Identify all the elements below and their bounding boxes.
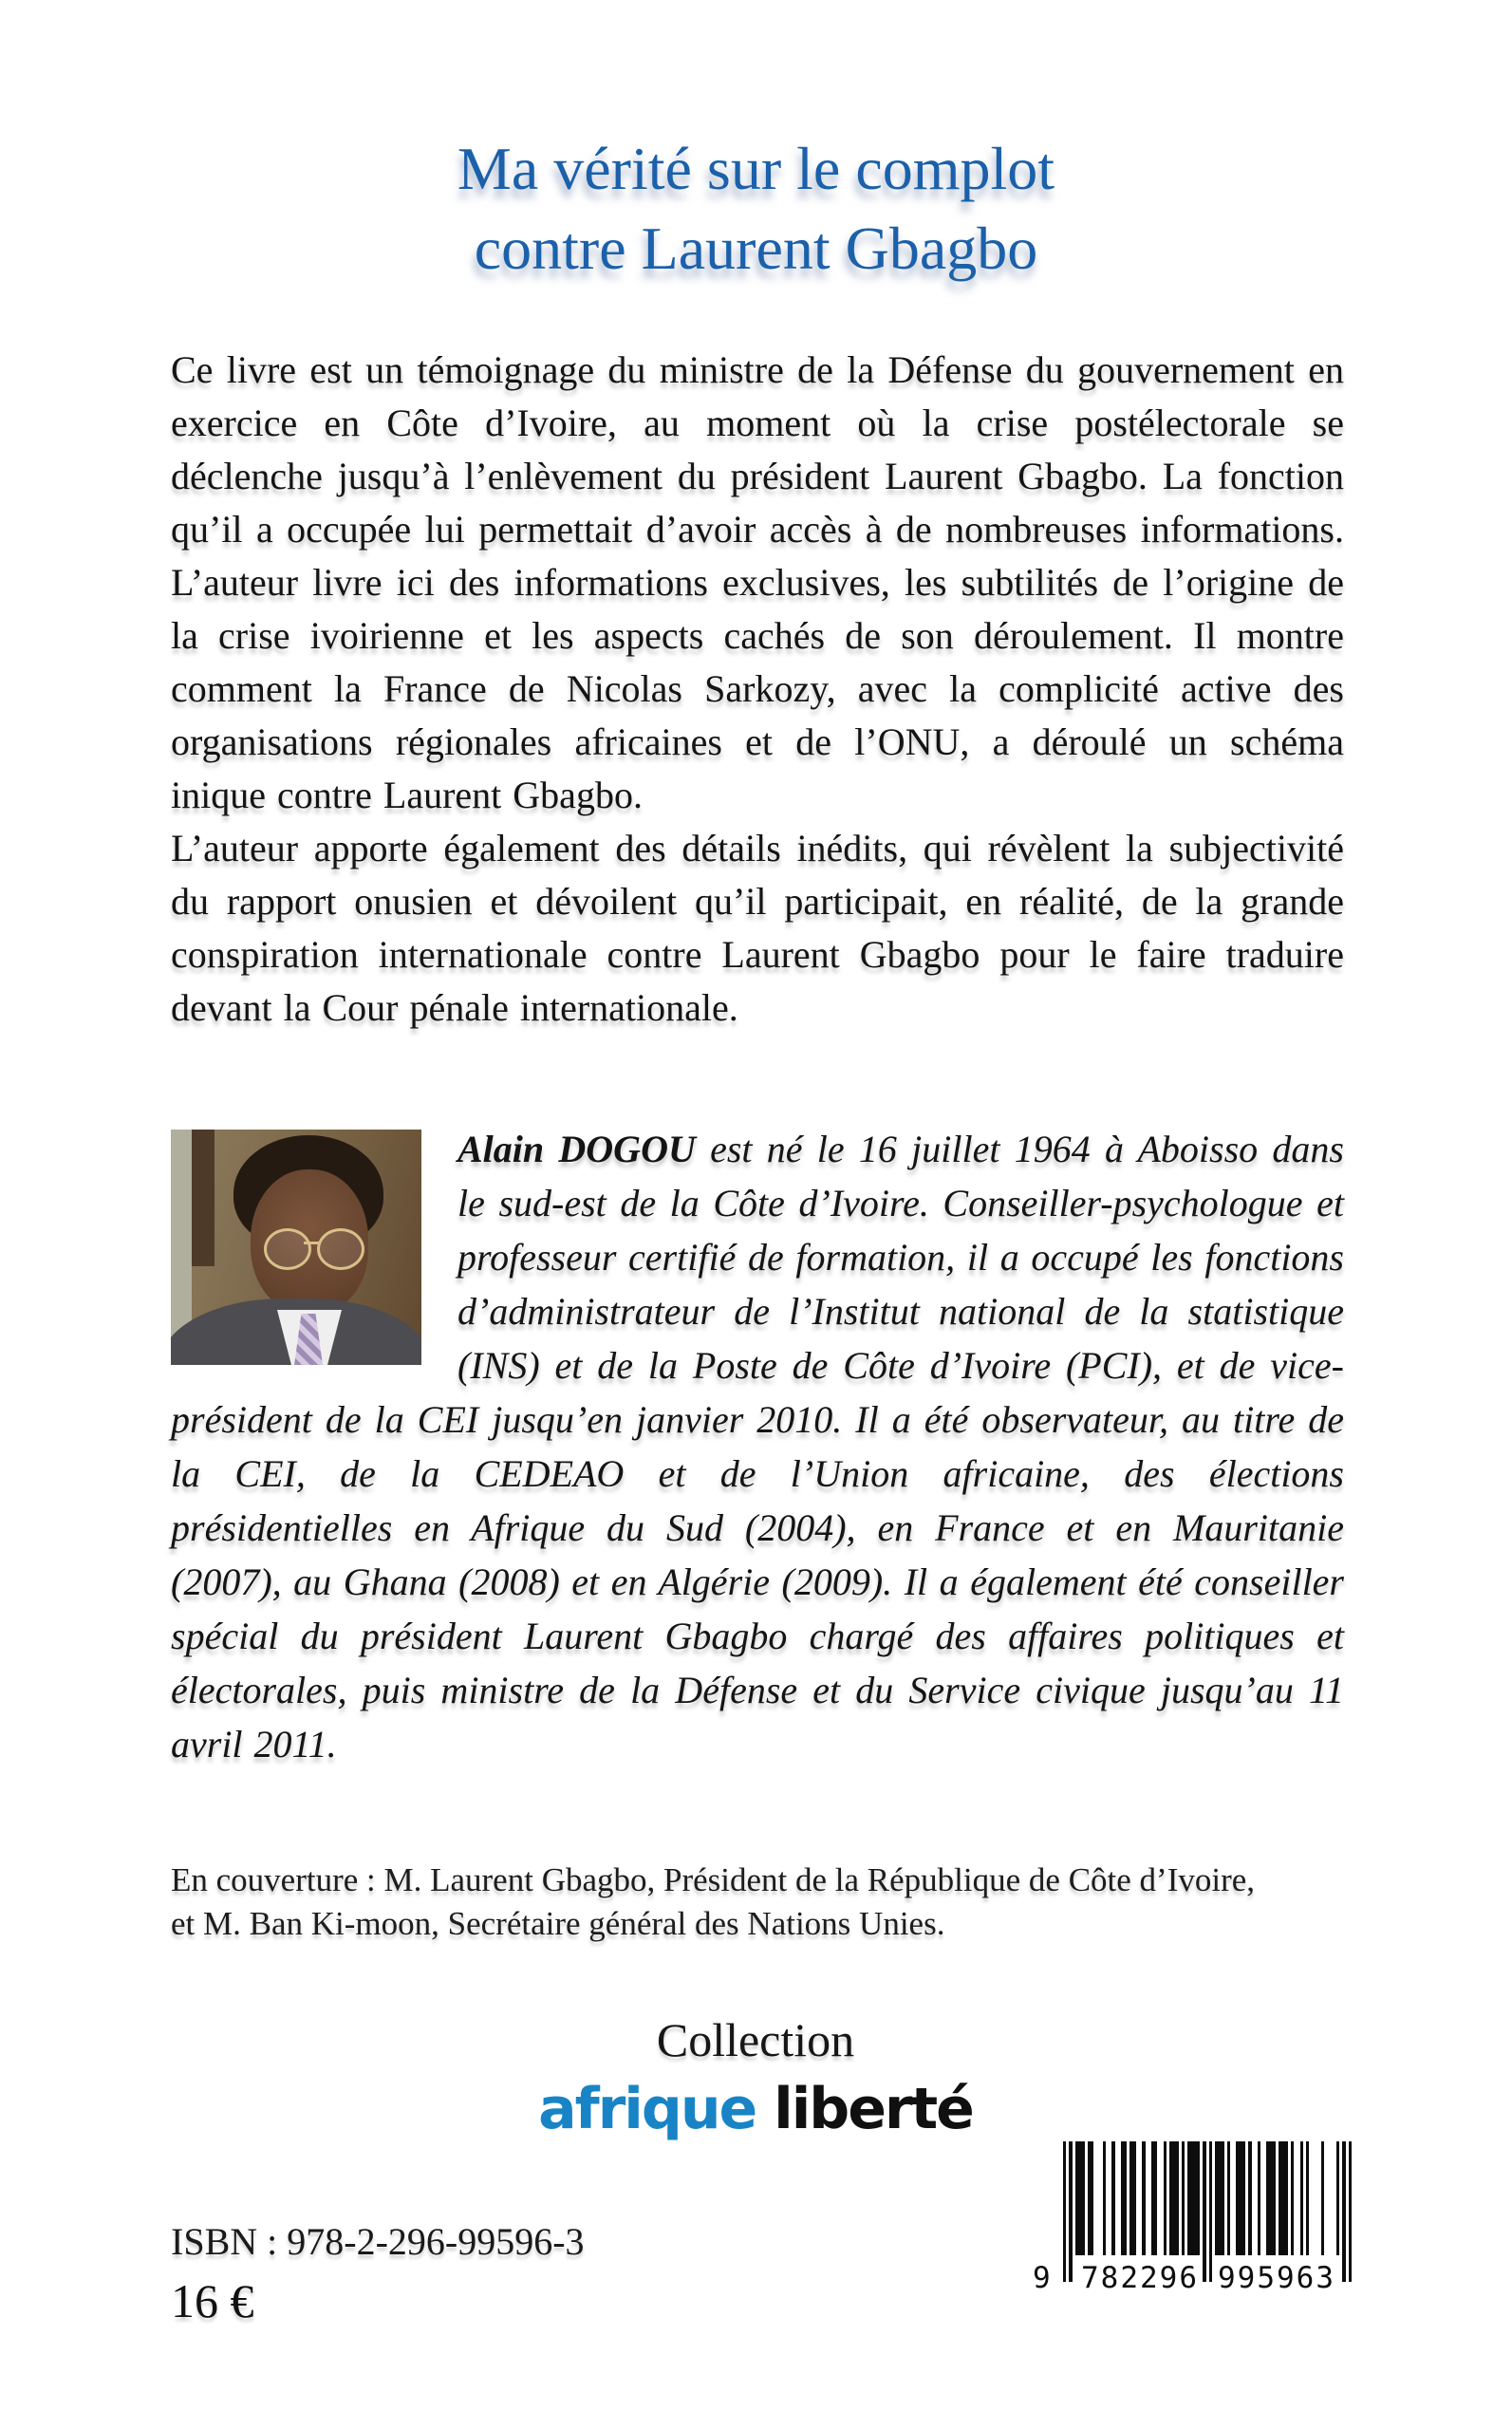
price: 16 €	[171, 2274, 254, 2327]
isbn-line: ISBN : 978-2-296-99596-3	[171, 2220, 585, 2263]
collection-name-afrique: afrique	[538, 2076, 756, 2142]
cover-photo-credit	[171, 1859, 1376, 1946]
cover-photo-credit-line1: En couverture : M. Laurent Gbagbo, Président de la République de Côte d’Ivoire,	[171, 1861, 1256, 1898]
synopsis-paragraph-1: Ce livre est un témoignage du ministre de la Défense du gouvernement en exercice en Côte d’Ivoire, au moment où la crise postélectorale se déclenche jusqu’à l’enlèvement du président Laurent Gbagbo. La fonction qu’il a occupée lui permettait d’avoir accès à de nombreuses informations. L’auteur livre ici des informations exclusives, les subtilités de l’origine de la crise ivoirienne et les aspects cachés de son déroulement. Il montre comment la France de Nicolas Sarkozy, avec la complicité active des organisations régionales africaines et de l’ONU, a déroulé un schéma inique contre Laurent Gbagbo.	[171, 348, 1344, 816]
book-title-line2: contre Laurent Gbagbo	[474, 215, 1038, 282]
barcode-digits	[1033, 2257, 1352, 2299]
book-title	[0, 129, 1512, 289]
collection-name-liberte: liberté	[756, 2076, 973, 2142]
collection-label: Collection	[656, 2013, 855, 2066]
portrait-glasses-left-lens	[264, 1228, 311, 1270]
collection-brand	[153, 2012, 1358, 2143]
collection-name-logo	[153, 2075, 1358, 2143]
barcode-right-group: 995963	[1218, 2261, 1335, 2295]
portrait-glasses-right-lens	[317, 1228, 364, 1270]
synopsis	[171, 344, 1344, 1035]
synopsis-paragraph-2: L’auteur apporte également des détails inédits, qui révèlent la subjectivité du rapport onusien et dévoilent qu’il participait, en réalité, de la grande conspiration internationale contre Laurent Gbagbo pour le faire traduire devant la Cour pénale internationale.	[171, 827, 1344, 1029]
portrait-glasses-bridge	[304, 1242, 319, 1244]
photo-background-shade	[192, 1130, 215, 1266]
book-title-line1: Ma vérité sur le complot	[457, 135, 1055, 202]
author-name: Alain DOGOU	[457, 1128, 696, 1170]
ean13-barcode	[1033, 2141, 1352, 2310]
cover-photo-credit-line2: et M. Ban Ki-moon, Secrétaire général des Nations Unies.	[171, 1905, 945, 1942]
barcode-left-group: 782296	[1081, 2261, 1199, 2295]
barcode-first-digit: 9	[1033, 2261, 1051, 2295]
author-bio-body: est né le 16 juillet 1964 à Aboisso dans le sud-est de la Côte d’Ivoire. Conseiller-psychologue et professeur certifié de formation, il a occupé les fonctions d’administrateur de l’Institut national de la statistique (INS) et de la Poste de Côte d’Ivoire (PCI), et de vice-président de la CEI jusqu’en janvier 2010. Il a été observateur, au titre de la CEI, de la CEDEAO et de l’Union africaine, des élections présidentielles en Afrique du Sud (2004), en France et en Mauritanie (2007), au Ghana (2008) et en Algérie (2009). Il a également été conseiller spécial du président Laurent Gbagbo chargé des affaires politiques et électorales, puis ministre de la Défense et du Service civique jusqu’au 11 avril 2011.	[171, 1128, 1344, 1765]
author-portrait-photo	[171, 1130, 421, 1365]
author-bio	[171, 1122, 1344, 1771]
